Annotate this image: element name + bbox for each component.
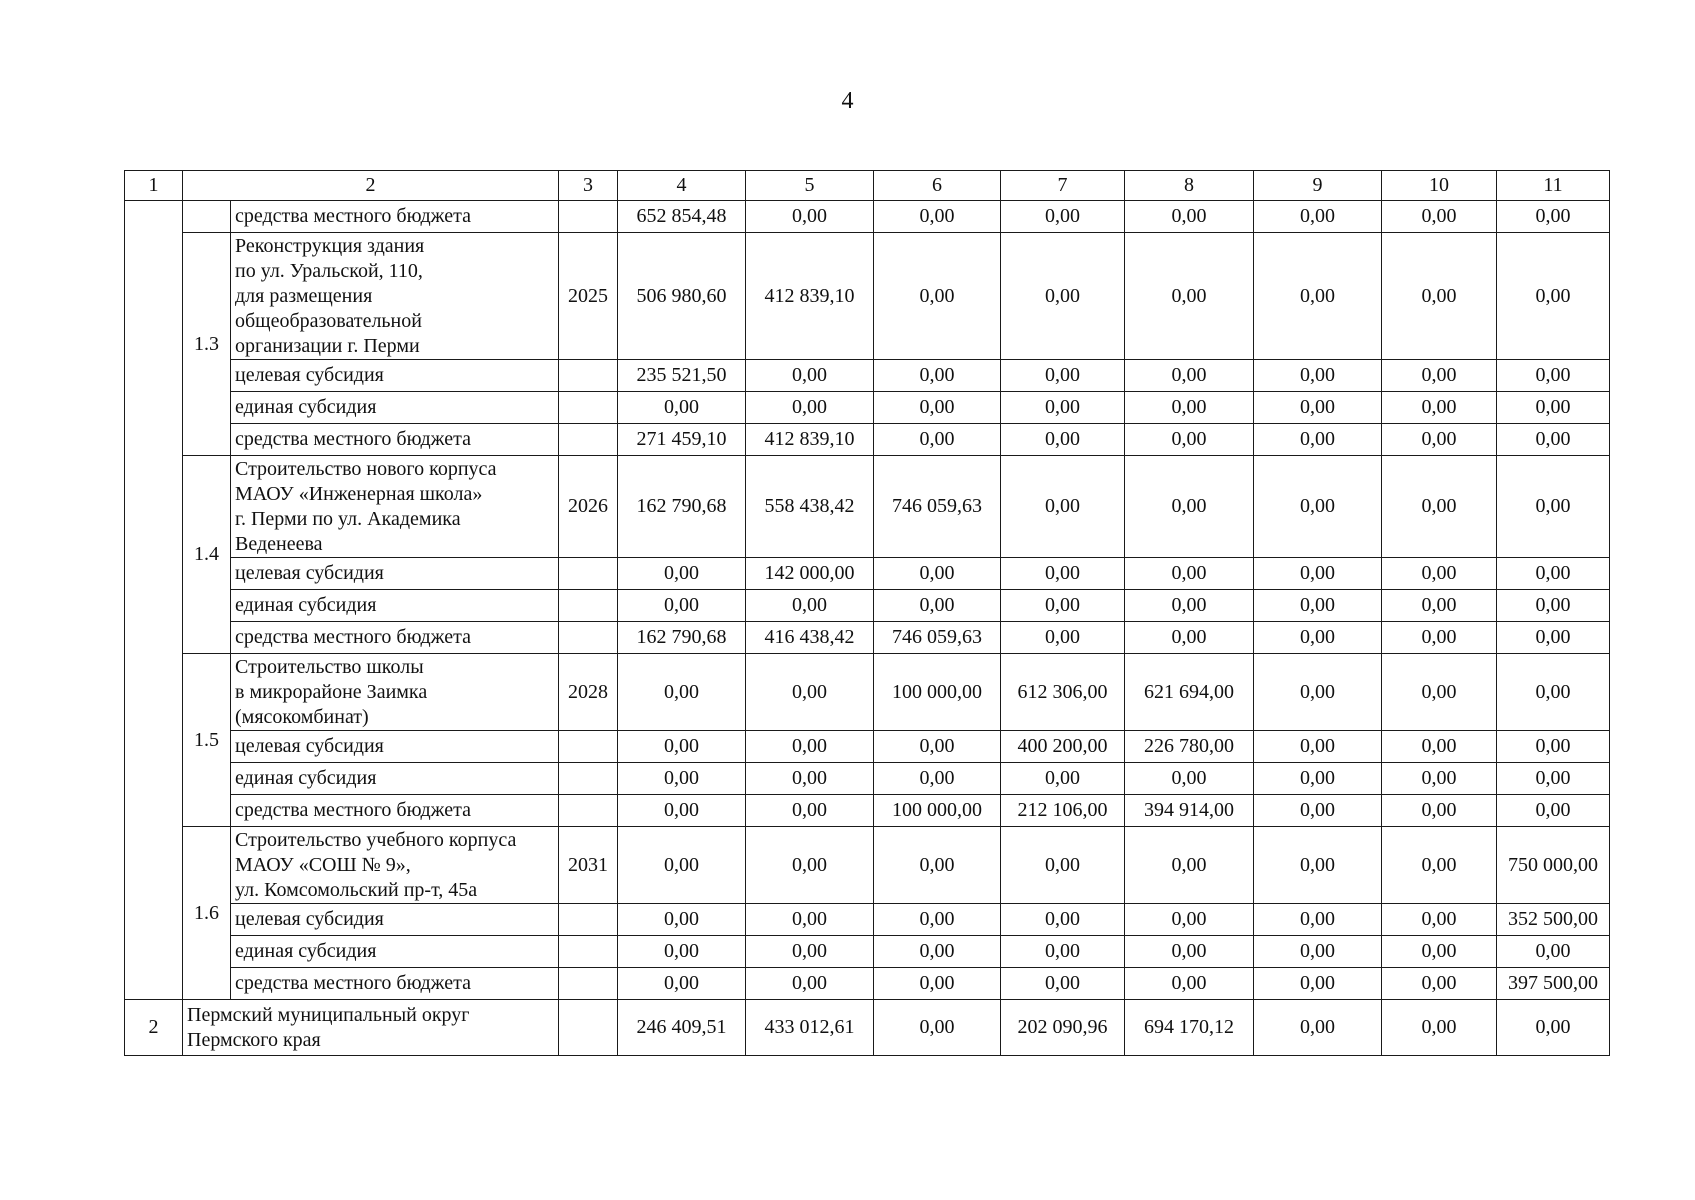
row-label: средства местного бюджета (231, 201, 559, 233)
value-cell: 558 438,42 (746, 456, 874, 558)
year-cell (559, 622, 618, 654)
budget-table (124, 170, 1610, 1056)
value-cell: 0,00 (874, 558, 1001, 590)
table-row (125, 424, 1610, 456)
row-label: целевая субсидия (231, 904, 559, 936)
value-cell: 0,00 (1497, 233, 1610, 360)
value-cell: 162 790,68 (618, 622, 746, 654)
value-cell: 0,00 (1382, 233, 1497, 360)
value-cell: 0,00 (1001, 392, 1125, 424)
value-cell: 0,00 (1254, 392, 1382, 424)
value-cell: 0,00 (746, 968, 874, 1000)
name-line: Строительство школы (235, 655, 424, 678)
value-cell: 746 059,63 (874, 622, 1001, 654)
value-cell: 0,00 (1125, 763, 1254, 795)
item-name (231, 456, 559, 558)
value-cell: 162 790,68 (618, 456, 746, 558)
value-cell: 0,00 (1254, 558, 1382, 590)
value-cell: 0,00 (618, 558, 746, 590)
value-cell: 0,00 (1001, 827, 1125, 904)
value-cell: 0,00 (1254, 731, 1382, 763)
value-cell: 202 090,96 (1001, 1000, 1125, 1056)
name-line: Пермского края (187, 1028, 321, 1051)
value-cell: 0,00 (1254, 827, 1382, 904)
name-line: Реконструкция здания (235, 234, 425, 257)
table-row (125, 622, 1610, 654)
value-cell: 352 500,00 (1497, 904, 1610, 936)
header-cell: 3 (559, 171, 618, 201)
value-cell: 0,00 (1254, 763, 1382, 795)
value-cell: 0,00 (1001, 622, 1125, 654)
value-cell: 0,00 (874, 360, 1001, 392)
year-cell: 2026 (559, 456, 618, 558)
page-number: 4 (841, 88, 854, 114)
value-cell: 0,00 (1382, 827, 1497, 904)
value-cell: 652 854,48 (618, 201, 746, 233)
row-label: целевая субсидия (231, 360, 559, 392)
table-row (125, 827, 1610, 904)
value-cell: 0,00 (1254, 795, 1382, 827)
table-row (125, 1000, 1610, 1056)
year-cell (559, 763, 618, 795)
table-row (125, 456, 1610, 558)
value-cell: 142 000,00 (746, 558, 874, 590)
value-cell: 0,00 (1254, 201, 1382, 233)
value-cell: 0,00 (746, 201, 874, 233)
value-cell: 0,00 (1497, 558, 1610, 590)
value-cell: 0,00 (1125, 201, 1254, 233)
value-cell: 412 839,10 (746, 424, 874, 456)
value-cell: 0,00 (874, 763, 1001, 795)
value-cell: 0,00 (1254, 622, 1382, 654)
value-cell: 0,00 (874, 590, 1001, 622)
value-cell: 0,00 (1125, 424, 1254, 456)
value-cell: 506 980,60 (618, 233, 746, 360)
section-index-cell (125, 201, 183, 1000)
table-body (125, 171, 1610, 1056)
value-cell: 394 914,00 (1125, 795, 1254, 827)
value-cell: 100 000,00 (874, 654, 1001, 731)
value-cell: 412 839,10 (746, 233, 874, 360)
value-cell: 0,00 (1497, 936, 1610, 968)
year-cell (559, 904, 618, 936)
value-cell: 0,00 (1382, 360, 1497, 392)
value-cell: 0,00 (618, 827, 746, 904)
year-cell: 2025 (559, 233, 618, 360)
value-cell: 235 521,50 (618, 360, 746, 392)
item-name (231, 233, 559, 360)
value-cell: 0,00 (1497, 392, 1610, 424)
value-cell: 0,00 (1382, 558, 1497, 590)
value-cell: 0,00 (1382, 392, 1497, 424)
value-cell: 0,00 (618, 654, 746, 731)
header-cell: 6 (874, 171, 1001, 201)
year-cell (559, 968, 618, 1000)
value-cell: 212 106,00 (1001, 795, 1125, 827)
value-cell: 746 059,63 (874, 456, 1001, 558)
name-line: МАОУ «Инженерная школа» (235, 482, 483, 505)
value-cell: 0,00 (1254, 1000, 1382, 1056)
value-cell: 0,00 (1001, 968, 1125, 1000)
value-cell: 0,00 (1382, 456, 1497, 558)
value-cell: 0,00 (1497, 201, 1610, 233)
value-cell: 0,00 (1382, 936, 1497, 968)
value-cell: 0,00 (1125, 622, 1254, 654)
name-line: г. Перми по ул. Академика (235, 507, 461, 530)
value-cell: 0,00 (1382, 731, 1497, 763)
name-line: по ул. Уральской, 110, (235, 259, 423, 282)
value-cell: 0,00 (874, 424, 1001, 456)
value-cell: 0,00 (1254, 654, 1382, 731)
header-cell: 1 (125, 171, 183, 201)
value-cell: 0,00 (1254, 456, 1382, 558)
year-cell (559, 424, 618, 456)
value-cell: 0,00 (1254, 424, 1382, 456)
value-cell: 0,00 (746, 590, 874, 622)
value-cell: 0,00 (1382, 622, 1497, 654)
row-label: целевая субсидия (231, 731, 559, 763)
value-cell: 0,00 (1382, 904, 1497, 936)
value-cell: 0,00 (1001, 360, 1125, 392)
item-index-cell (183, 201, 231, 233)
value-cell: 750 000,00 (1497, 827, 1610, 904)
value-cell: 0,00 (1125, 590, 1254, 622)
value-cell: 0,00 (618, 590, 746, 622)
value-cell: 0,00 (1125, 233, 1254, 360)
value-cell: 0,00 (1001, 936, 1125, 968)
year-cell (559, 590, 618, 622)
value-cell: 0,00 (1382, 590, 1497, 622)
value-cell: 0,00 (1497, 456, 1610, 558)
row-label: средства местного бюджета (231, 424, 559, 456)
value-cell: 0,00 (1125, 904, 1254, 936)
value-cell: 0,00 (1497, 795, 1610, 827)
value-cell: 0,00 (746, 731, 874, 763)
name-line: Строительство учебного корпуса (235, 828, 517, 851)
value-cell: 0,00 (746, 360, 874, 392)
item-index-cell: 1.3 (183, 233, 231, 456)
value-cell: 0,00 (1254, 936, 1382, 968)
value-cell: 0,00 (1382, 763, 1497, 795)
value-cell: 0,00 (1497, 360, 1610, 392)
value-cell: 0,00 (1001, 424, 1125, 456)
table-row (125, 233, 1610, 360)
value-cell: 0,00 (874, 1000, 1001, 1056)
value-cell: 0,00 (874, 968, 1001, 1000)
year-cell (559, 731, 618, 763)
value-cell: 0,00 (1254, 360, 1382, 392)
value-cell: 0,00 (618, 392, 746, 424)
value-cell: 612 306,00 (1001, 654, 1125, 731)
value-cell: 0,00 (1382, 795, 1497, 827)
year-cell (559, 1000, 618, 1056)
header-cell: 8 (1125, 171, 1254, 201)
value-cell: 0,00 (1254, 904, 1382, 936)
value-cell: 0,00 (1001, 558, 1125, 590)
value-cell: 0,00 (874, 392, 1001, 424)
header-row (125, 171, 1610, 201)
value-cell: 0,00 (874, 936, 1001, 968)
value-cell: 0,00 (1382, 201, 1497, 233)
header-cell: 5 (746, 171, 874, 201)
row-label: единая субсидия (231, 392, 559, 424)
row-label: единая субсидия (231, 763, 559, 795)
value-cell: 0,00 (618, 731, 746, 763)
value-cell: 0,00 (1497, 1000, 1610, 1056)
value-cell: 0,00 (874, 827, 1001, 904)
name-line: ул. Комсомольский пр-т, 45а (235, 878, 478, 901)
value-cell: 246 409,51 (618, 1000, 746, 1056)
value-cell: 0,00 (618, 763, 746, 795)
row-label: целевая субсидия (231, 558, 559, 590)
table-row (125, 201, 1610, 233)
name-line: МАОУ «СОШ № 9», (235, 853, 411, 876)
value-cell: 0,00 (1001, 904, 1125, 936)
table-row (125, 590, 1610, 622)
value-cell: 0,00 (746, 795, 874, 827)
value-cell: 0,00 (1001, 456, 1125, 558)
value-cell: 0,00 (1254, 590, 1382, 622)
table-row (125, 795, 1610, 827)
value-cell: 0,00 (618, 795, 746, 827)
table-row (125, 936, 1610, 968)
value-cell: 0,00 (746, 763, 874, 795)
value-cell: 0,00 (1125, 392, 1254, 424)
year-cell (559, 360, 618, 392)
row-label: единая субсидия (231, 936, 559, 968)
table-row (125, 360, 1610, 392)
item-name (183, 1000, 559, 1056)
value-cell: 226 780,00 (1125, 731, 1254, 763)
value-cell: 0,00 (746, 936, 874, 968)
value-cell: 0,00 (1125, 827, 1254, 904)
item-index-cell: 1.6 (183, 827, 231, 1000)
name-line: Строительство нового корпуса (235, 457, 497, 480)
value-cell: 0,00 (1125, 360, 1254, 392)
table-row (125, 763, 1610, 795)
value-cell: 0,00 (1382, 654, 1497, 731)
value-cell: 0,00 (1001, 233, 1125, 360)
row-label: средства местного бюджета (231, 968, 559, 1000)
header-cell: 11 (1497, 171, 1610, 201)
name-line: общеобразовательной (235, 309, 422, 332)
name-line: для размещения (235, 284, 373, 307)
value-cell: 0,00 (1497, 731, 1610, 763)
table-row (125, 731, 1610, 763)
value-cell: 0,00 (1125, 936, 1254, 968)
year-cell: 2031 (559, 827, 618, 904)
value-cell: 0,00 (1254, 968, 1382, 1000)
value-cell: 0,00 (874, 201, 1001, 233)
name-line: (мясокомбинат) (235, 705, 369, 728)
value-cell: 0,00 (1125, 456, 1254, 558)
table-row (125, 654, 1610, 731)
row-label: средства местного бюджета (231, 622, 559, 654)
name-line: Пермский муниципальный округ (187, 1003, 470, 1026)
value-cell: 0,00 (1497, 763, 1610, 795)
table-row (125, 558, 1610, 590)
item-index-cell: 1.5 (183, 654, 231, 827)
year-cell (559, 558, 618, 590)
value-cell: 0,00 (1125, 558, 1254, 590)
value-cell: 271 459,10 (618, 424, 746, 456)
value-cell: 0,00 (1382, 424, 1497, 456)
section-index-cell: 2 (125, 1000, 183, 1056)
name-line: в микрорайоне Заимка (235, 680, 428, 703)
value-cell: 0,00 (746, 904, 874, 936)
value-cell: 0,00 (1001, 201, 1125, 233)
year-cell (559, 201, 618, 233)
header-cell: 7 (1001, 171, 1125, 201)
value-cell: 0,00 (1125, 968, 1254, 1000)
name-line: организации г. Перми (235, 334, 420, 357)
value-cell: 0,00 (1497, 654, 1610, 731)
value-cell: 100 000,00 (874, 795, 1001, 827)
value-cell: 0,00 (874, 904, 1001, 936)
value-cell: 0,00 (746, 654, 874, 731)
value-cell: 0,00 (618, 936, 746, 968)
item-index-cell: 1.4 (183, 456, 231, 654)
year-cell (559, 392, 618, 424)
header-cell: 2 (183, 171, 559, 201)
value-cell: 0,00 (1001, 763, 1125, 795)
value-cell: 0,00 (1497, 424, 1610, 456)
header-cell: 4 (618, 171, 746, 201)
value-cell: 0,00 (1497, 622, 1610, 654)
table-row (125, 968, 1610, 1000)
value-cell: 621 694,00 (1125, 654, 1254, 731)
year-cell (559, 795, 618, 827)
name-line: Веденеева (235, 532, 323, 555)
value-cell: 0,00 (746, 827, 874, 904)
value-cell: 694 170,12 (1125, 1000, 1254, 1056)
value-cell: 400 200,00 (1001, 731, 1125, 763)
item-name (231, 654, 559, 731)
value-cell: 0,00 (1001, 590, 1125, 622)
value-cell: 0,00 (874, 233, 1001, 360)
header-cell: 10 (1382, 171, 1497, 201)
header-cell: 9 (1254, 171, 1382, 201)
row-label: единая субсидия (231, 590, 559, 622)
value-cell: 0,00 (618, 904, 746, 936)
table-row (125, 904, 1610, 936)
value-cell: 397 500,00 (1497, 968, 1610, 1000)
year-cell: 2028 (559, 654, 618, 731)
value-cell: 0,00 (874, 731, 1001, 763)
value-cell: 416 438,42 (746, 622, 874, 654)
row-label: средства местного бюджета (231, 795, 559, 827)
item-name (231, 827, 559, 904)
value-cell: 0,00 (1382, 968, 1497, 1000)
table-row (125, 392, 1610, 424)
value-cell: 0,00 (1497, 590, 1610, 622)
value-cell: 0,00 (618, 968, 746, 1000)
value-cell: 433 012,61 (746, 1000, 874, 1056)
value-cell: 0,00 (1254, 233, 1382, 360)
value-cell: 0,00 (1382, 1000, 1497, 1056)
value-cell: 0,00 (746, 392, 874, 424)
year-cell (559, 936, 618, 968)
